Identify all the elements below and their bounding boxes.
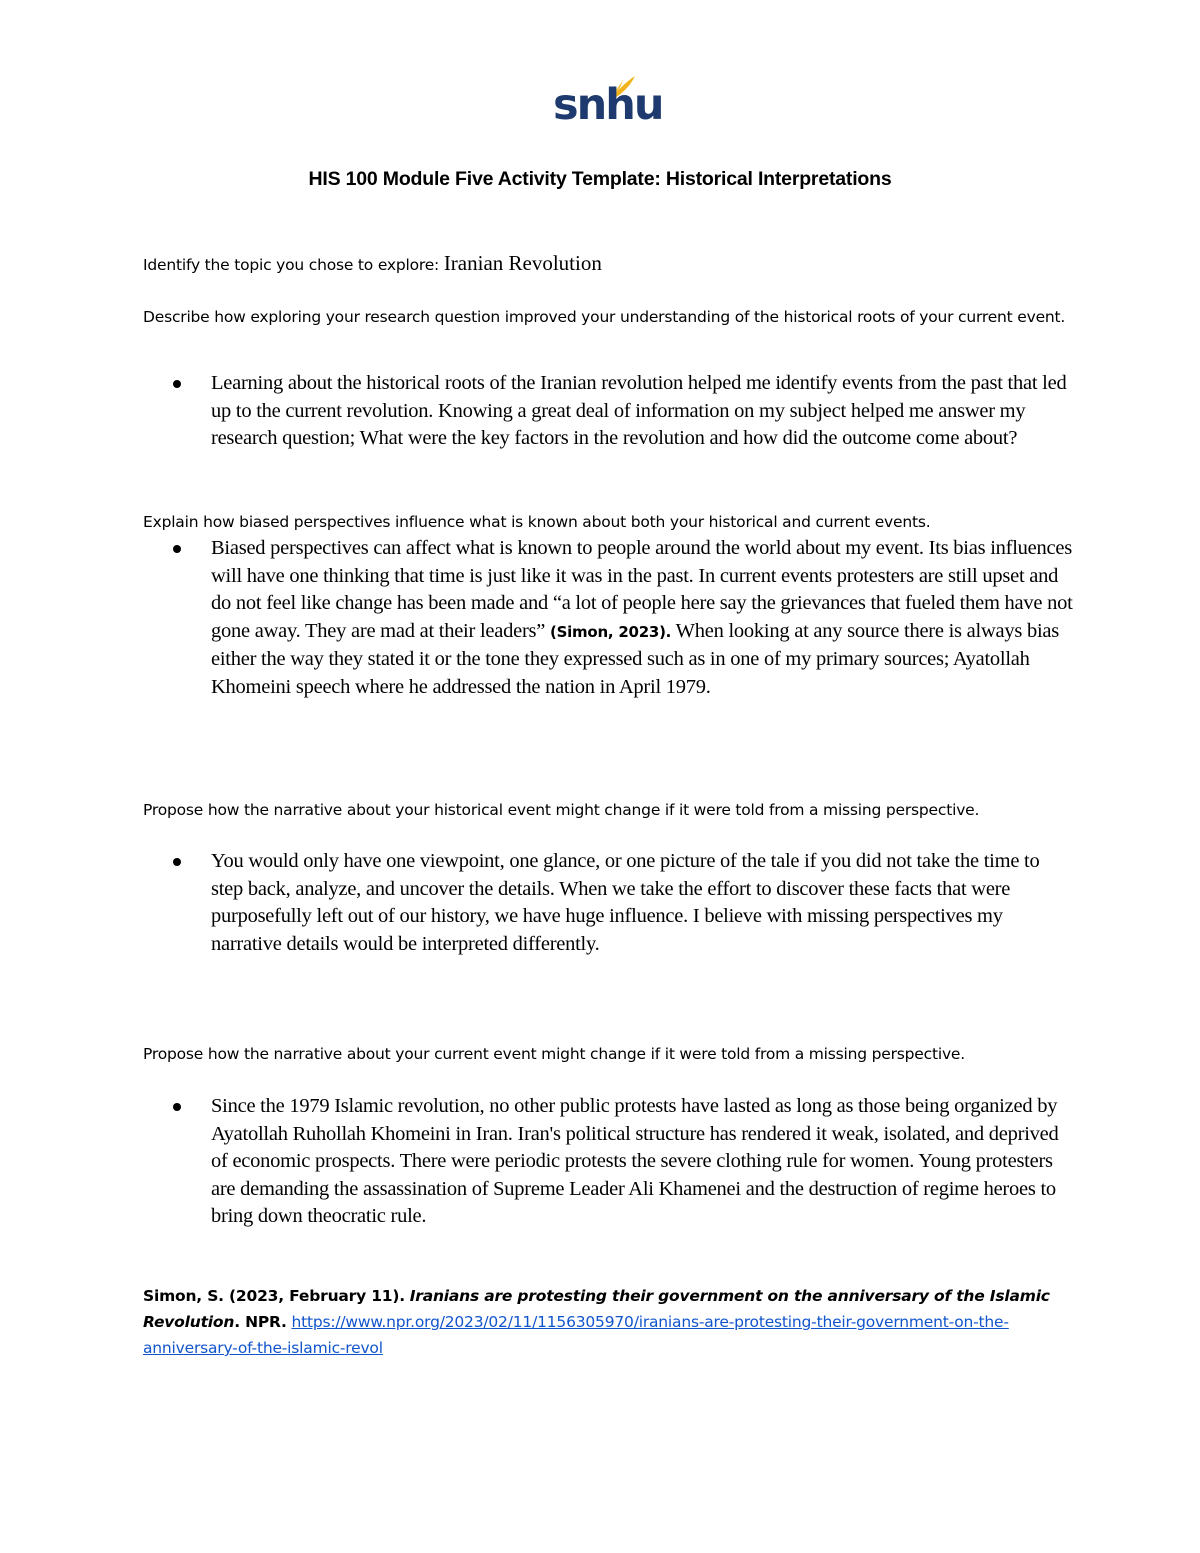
section-2-answer [173, 535, 1073, 701]
section-2-answer-part-1: Biased perspectives can affect what is known to people around the world about my event. Its bias influences will have one thinking that time is just like it was in the past. In current events protesters are still upset and do not feel like change has been made and “a lot of people here say the grievances that fueled them have not gone away. They are mad at their leaders” [211, 537, 1073, 642]
section-4-answer-text: Since the 1979 Islamic revolution, no other public protests have lasted as long as those being organized by Ayatollah Ruhollah Khomeini in Iran. Iran's political structure has rendered it weak, isolated, and deprived of economic prospects. There were periodic protests the severe clothing rule for women. Young protesters are demanding the assassination of Supreme Leader Ali Khamenei and the destruction of regime heroes to bring down theocratic rule. [211, 1095, 1059, 1227]
topic-prompt-line [143, 250, 1083, 278]
reference-author-date: Simon, S. (2023, February 11). [143, 1287, 405, 1305]
section-3-answer-text: You would only have one viewpoint, one glance, or one picture of the tale if you did not take the time to step back, analyze, and uncover the details. When we take the effort to discover these facts that were purposefully left out of our history, we have huge influence. I believe with missing perspectives my narrative details would be interpreted differently. [211, 850, 1040, 955]
logo-wordmark: snhu [553, 80, 663, 130]
section-4-answer [173, 1093, 1073, 1231]
bullet-icon [173, 545, 181, 553]
section-3-prompt: Propose how the narrative about your historical event might change if it were told from a missing perspective. [143, 801, 980, 819]
section-3-answer [173, 848, 1073, 958]
reference-entry [143, 1283, 1068, 1361]
bullet-icon [173, 1103, 181, 1111]
section-2-citation: (Simon, 2023). [549, 622, 672, 641]
reference-publisher: . NPR. [234, 1313, 287, 1331]
section-2-answer-text [211, 535, 1073, 701]
bullet-icon [173, 380, 181, 388]
topic-prompt: Identify the topic you chose to explore: [143, 256, 440, 274]
section-2-answer-part-2: When looking at any source there is always bias either the way they stated it or the tone they expressed such as in one of my primary sources; Ayatollah Khomeini speech where he addressed the nation in April 1979. [211, 619, 1059, 698]
page-title: HIS 100 Module Five Activity Template: Historical Interpretations [308, 168, 892, 190]
reference-article-title: Iranians are protesting their government on the anniversary of the Islamic Revolution [143, 1287, 1050, 1331]
topic-answer: Iranian Revolution [443, 251, 602, 275]
reference-link[interactable]: https://www.npr.org/2023/02/11/1156305970/iranians-are-protesting-their-government-on-the-anniversary-of-the-islamic-revol [143, 1313, 1009, 1357]
snhu-logo [553, 74, 663, 134]
section-1-prompt: Describe how exploring your research question improved your understanding of the historical roots of your current event. [143, 308, 1066, 326]
section-1-answer-text: Learning about the historical roots of the Iranian revolution helped me identify events from the past that led up to the current revolution. Knowing a great deal of information on my subject helped me answer my research question; What were the key factors in the revolution and how did the outcome come about? [211, 372, 1067, 449]
section-2-prompt: Explain how biased perspectives influence what is known about both your historical and current events. [143, 513, 931, 531]
section-4-prompt: Propose how the narrative about your current event might change if it were told from a missing perspective. [143, 1045, 965, 1063]
bullet-icon [173, 858, 181, 866]
section-1-answer [173, 370, 1073, 453]
